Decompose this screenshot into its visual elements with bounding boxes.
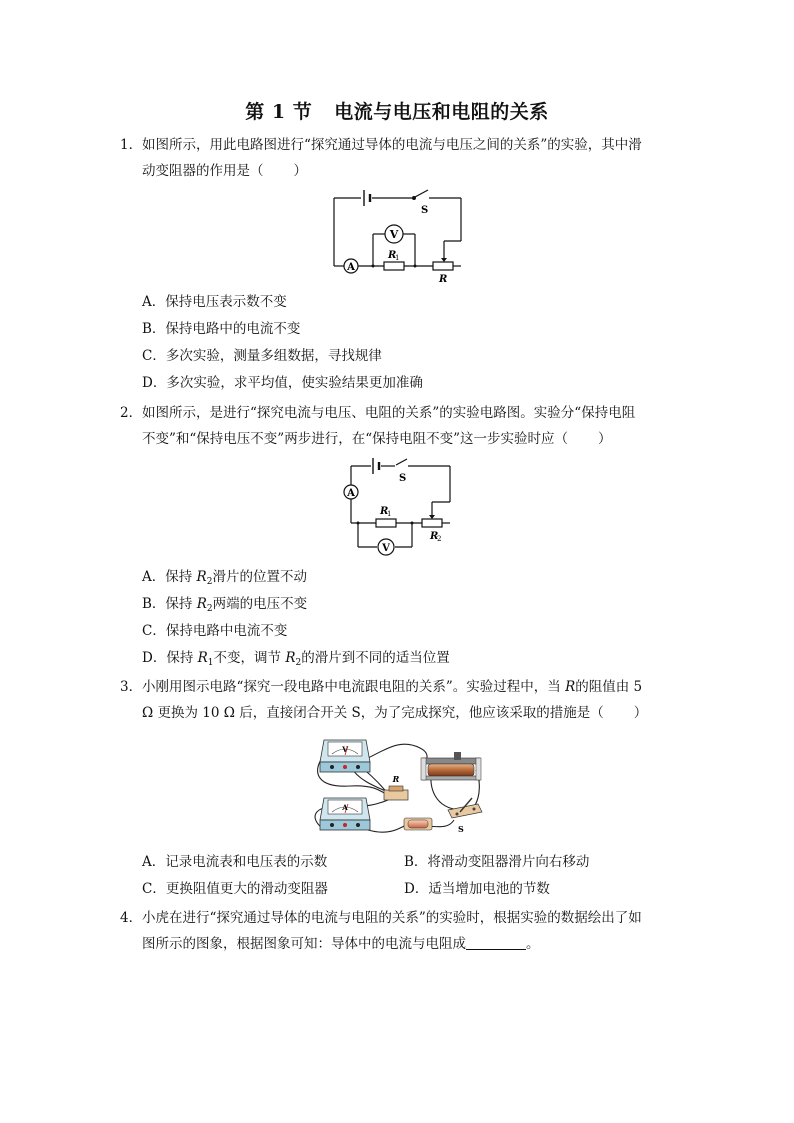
question-number: 4． bbox=[120, 910, 143, 926]
question-stem-line1: 如图所示，是进行“探究电流与电压、电阻的关系”的实验电路图。实验分“保持电阻 bbox=[142, 405, 636, 421]
svg-text:2: 2 bbox=[437, 535, 442, 543]
option-d: D．多次实验，求平均值，使实验结果更加准确 bbox=[142, 375, 423, 391]
option-c: C．更换阻值更大的滑动变阻器 bbox=[142, 881, 328, 897]
question-stem-line2: 动变阻器的作用是（ ） bbox=[142, 163, 307, 179]
question-1 bbox=[120, 132, 680, 184]
option-a: A．保持电压表示数不变 bbox=[142, 294, 287, 310]
switch-apparatus bbox=[448, 798, 482, 834]
apparatus-illustration bbox=[310, 728, 490, 843]
svg-text:A: A bbox=[347, 488, 355, 499]
svg-text:V: V bbox=[382, 543, 390, 554]
svg-text:1: 1 bbox=[387, 510, 392, 518]
section-number: 第 1 节 bbox=[245, 101, 313, 123]
question-stem-line2: 图所示的图象，根据图象可知：导体中的电流与电阻成 。 bbox=[142, 936, 540, 952]
svg-text:V: V bbox=[342, 745, 348, 754]
question-number: 2． bbox=[120, 405, 143, 421]
option-d: D．保持 $R_1$不变，调节 $R_2$的滑片到不同的适当位置 bbox=[142, 650, 450, 668]
rheostat-apparatus bbox=[421, 752, 481, 780]
svg-text:S: S bbox=[421, 205, 429, 216]
svg-text:A: A bbox=[342, 803, 348, 812]
question-2 bbox=[120, 400, 680, 452]
option-d: D．适当增加电池的节数 bbox=[404, 881, 550, 897]
svg-text:1: 1 bbox=[395, 254, 400, 262]
question-stem-line2: Ω 更换为 10 Ω 后，直接闭合开关 S，为了完成探究，他应该采取的措施是（ ） bbox=[142, 705, 648, 721]
svg-text:S: S bbox=[399, 473, 407, 484]
battery-apparatus bbox=[404, 818, 432, 830]
answer-blank[interactable] bbox=[466, 935, 526, 950]
question-stem-line2: 不变”和“保持电压不变”两步进行，在“保持电阻不变”这一步实验时应（ ） bbox=[142, 431, 612, 447]
question-4 bbox=[120, 905, 680, 957]
svg-text:A: A bbox=[347, 262, 355, 273]
svg-text:S: S bbox=[458, 824, 464, 834]
option-b: B．保持 $R_2$两端的电压不变 bbox=[142, 596, 308, 614]
svg-text:R: R bbox=[430, 531, 439, 542]
option-a: A．保持 $R_2$滑片的位置不动 bbox=[142, 569, 307, 587]
page-title bbox=[0, 97, 794, 124]
question-number: 3． bbox=[120, 679, 143, 695]
option-c: C．保持电路中电流不变 bbox=[142, 623, 288, 639]
question-stem-line1: 小虎在进行“探究通过导体的电流与电阻的关系”的实验时，根据实验的数据绘出了如 bbox=[142, 910, 642, 926]
circuit-diagram-2 bbox=[340, 456, 460, 561]
svg-text:R: R bbox=[392, 774, 400, 784]
option-b: B．保持电路中的电流不变 bbox=[142, 321, 301, 337]
ammeter-apparatus bbox=[320, 798, 370, 830]
voltmeter-apparatus bbox=[320, 740, 370, 772]
question-stem-line1: 小刚用图示电路“探究一段电路中电流跟电阻的关系”。实验过程中，当 R的阻值由 5 bbox=[142, 679, 643, 695]
resistor-apparatus bbox=[384, 774, 408, 800]
svg-text:R: R bbox=[439, 274, 448, 285]
question-number: 1． bbox=[120, 137, 143, 153]
option-c: C．多次实验，测量多组数据，寻找规律 bbox=[142, 348, 382, 364]
question-3 bbox=[120, 674, 680, 726]
option-a: A．记录电流表和电压表的示数 bbox=[142, 854, 328, 870]
svg-text:R: R bbox=[388, 250, 397, 261]
section-topic: 电流与电压和电阻的关系 bbox=[334, 101, 549, 123]
svg-text:R: R bbox=[380, 506, 389, 517]
circuit-diagram-1 bbox=[325, 185, 475, 285]
option-b: B．将滑动变阻器滑片向右移动 bbox=[404, 854, 590, 870]
question-stem-line1: 如图所示，用此电路图进行“探究通过导体的电流与电压之间的关系”的实验，其中滑 bbox=[142, 137, 642, 153]
svg-text:V: V bbox=[389, 228, 399, 241]
